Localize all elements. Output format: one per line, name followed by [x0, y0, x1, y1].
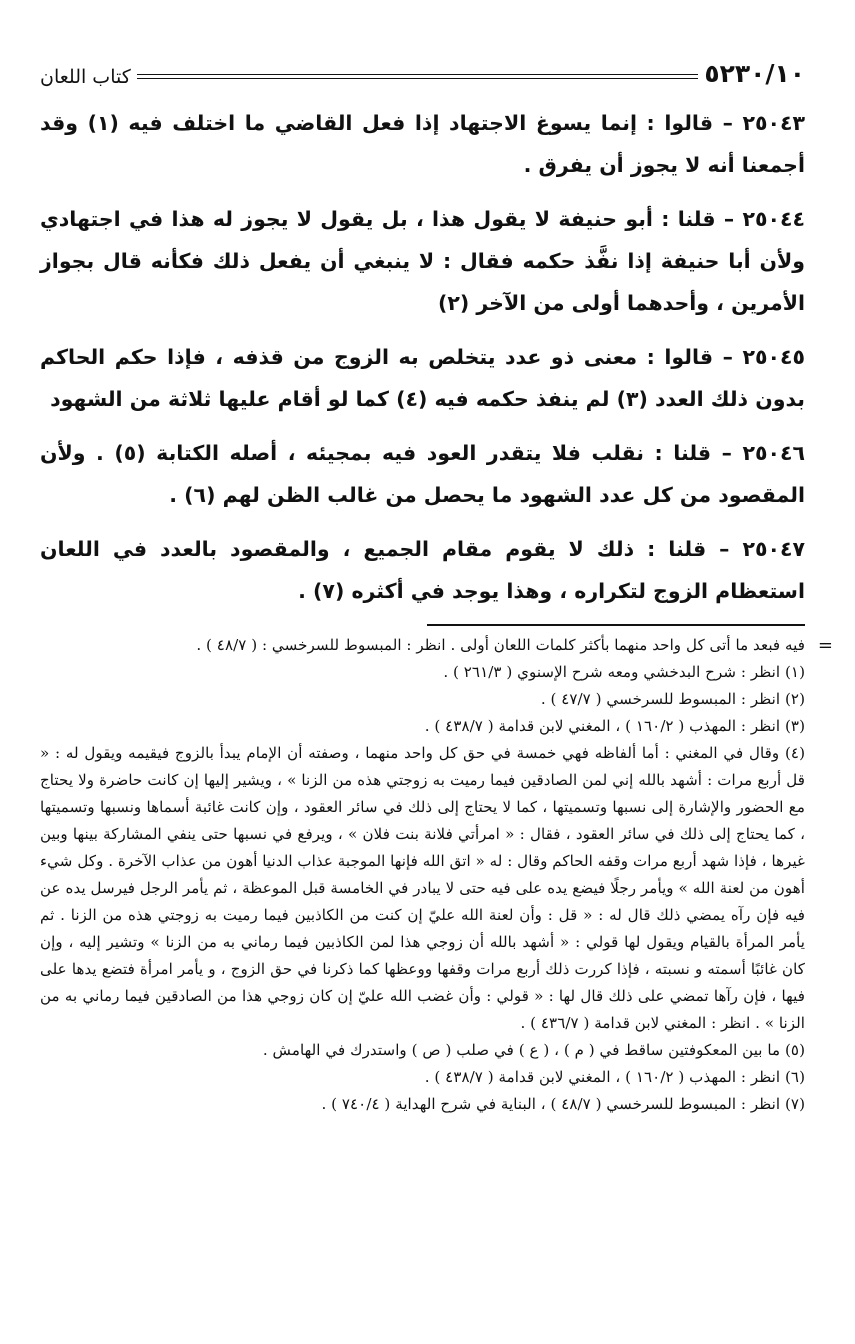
- footnote: (٣) انظر : المهذب ( ١٦٠/٢ ) ، المغني لابن قدامة ( ٤٣٨/٧ ) .: [424, 717, 805, 735]
- paragraph-text: – قالوا : معنى ذو عدد يتخلص به الزوج من قذفه ، فإذا حكم الحاكم بدون ذلك العدد (٣) لم ينفذ حكمه فيه (٤) كما لو أقام عليها ثلاثة من الشهود: [40, 345, 805, 411]
- paragraph: [40, 336, 805, 420]
- paragraph: [40, 198, 805, 324]
- main-text: [40, 102, 805, 612]
- continuation-mark: =: [817, 635, 833, 656]
- footnote: (٤) وقال في المغني : أما ألفاظه فهي خمسة في حق كل واحد منهما ، وصفته أن الإمام يبدأ بالزوج فيقيمه ويقول له : « قل أربع مرات : أشهد بالله إني لمن الصادقين فيما رميت به زوجتي هذه من الزنا » ، ويشير إليها إن كانت حاضرة ولا يحتاج مع الحضور والإشارة إلى نسبها وتسميتها ، كما لا يحتاج إلى ذلك في سائر العقود ، وإن كانت غائبة أسماها ونسبها وتسميتها ، كما يحتاج إلى ذلك في سائر العقود ، فقال : « امرأتي فلانة بنت فلان » ، ويرفع في نسبها حتى ينفي المشاركة بينها وبين غيرها ، فإذا شهد أربع مرات وقفه الحاكم وقال : له « اتق الله فإنها الموجبة عذاب الدنيا أهون من عذاب الآخرة . وكل شيء أهون من لعنة الله » ويأمر رجلًا فيضع يده على فيه حتى لا يبادر في الخامسة قبل الموعظة ، ثم يأمر الرجل فيرسل يده عن فيه فإن رآه يمضي ذلك قال له : « قل : وأن لعنة الله عليّ إن كنت من الكاذبين فيما رميت به زوجتي هذه من الزنا . ثم يأمر المرأة بالقيام ويقول لها قولي : « أشهد بالله أن زوجي هذا لمن الكاذبين فيما رماني به من الزنا » وتشير إليه ، وإن كان غائبًا أسمته و نسبته ، فإذا كررت ذلك أربع مرات وقفها ووعظها كما ذكرنا في حق الزوج ، و يأمر امرأة فتضع يدها على فيها ، فإن رآها تمضي على ذلك قال لها : « قولي : وأن غضب الله عليّ إن كان زوجي هذا من الصادقين فيما رماني به من الزنا » . انظر : المغني لابن قدامة ( ٤٣٦/٧ ) .: [39, 744, 805, 1032]
- page-header: [40, 48, 805, 88]
- paragraph-number: ٢٥٠٤٦: [742, 441, 806, 465]
- paragraph-number: ٢٥٠٤٤: [742, 207, 806, 231]
- paragraph-number: ٢٥٠٤٣: [742, 111, 805, 135]
- footnote: (٢) انظر : المبسوط للسرخسي ( ٤٧/٧ ) .: [540, 690, 805, 708]
- book-title: كتاب اللعان: [40, 66, 131, 88]
- footnote: (١) انظر : شرح البدخشي ومعه شرح الإسنوي ( ٢٦١/٣ ) .: [443, 663, 805, 681]
- footnote-separator: [427, 624, 805, 626]
- paragraph: [40, 432, 805, 516]
- paragraph-number: ٢٥٠٤٧: [742, 537, 805, 561]
- footnote-continuation: [40, 632, 833, 659]
- footnote: (٦) انظر : المهذب ( ١٦٠/٢ ) ، المغني لابن قدامة ( ٤٣٨/٧ ) .: [424, 1068, 805, 1086]
- paragraph-text: – قلنا : نقلب فلا يتقدر العود فيه بمجيئه ، أصله الكتابة (٥) . ولأن المقصود من كل عدد الشهود ما يحصل من غالب الظن لهم (٦) .: [40, 441, 805, 507]
- paragraph-text: – قلنا : أبو حنيفة لا يقول هذا ، بل يقول لا يجوز له هذا في اجتهادي ولأن أبا حنيفة إذا نفَّذ حكمه فقال : لا ينبغي أن يفعل ذلك فكأنه قال بجواز الأمرين ، وأحدهما أولى من الآخر (٢): [40, 207, 805, 315]
- footnotes: [39, 632, 833, 1118]
- header-rule: [137, 74, 699, 79]
- page-reference: ٥٢٣٠/١٠: [704, 59, 805, 88]
- paragraph-text: – قالوا : إنما يسوغ الاجتهاد إذا فعل القاضي ما اختلف فيه (١) وقد أجمعنا أنه لا يجوز أن يفرق .: [40, 111, 805, 177]
- footnote: (٧) انظر : المبسوط للسرخسي ( ٤٨/٧ ) ، البناية في شرح الهداية ( ٧٤٠/٤ ) .: [321, 1095, 805, 1113]
- footnote: (٥) ما بين المعكوفتين ساقط في ( م ) ، ( ع ) في صلب ( ص ) واستدرك في الهامش .: [262, 1041, 805, 1059]
- paragraph-text: – قلنا : ذلك لا يقوم مقام الجميع ، والمقصود بالعدد في اللعان استعظام الزوج لتكراره ، وهذا يوجد في أكثره (٧) .: [40, 537, 805, 603]
- footnote-text: فيه فبعد ما أتى كل واحد منهما بأكثر كلمات اللعان أولى . انظر : المبسوط للسرخسي : ( ٤٨/٧ ) .: [196, 636, 805, 654]
- paragraph-number: ٢٥٠٤٥: [742, 345, 806, 369]
- paragraph: [40, 102, 805, 186]
- paragraph: [40, 528, 805, 612]
